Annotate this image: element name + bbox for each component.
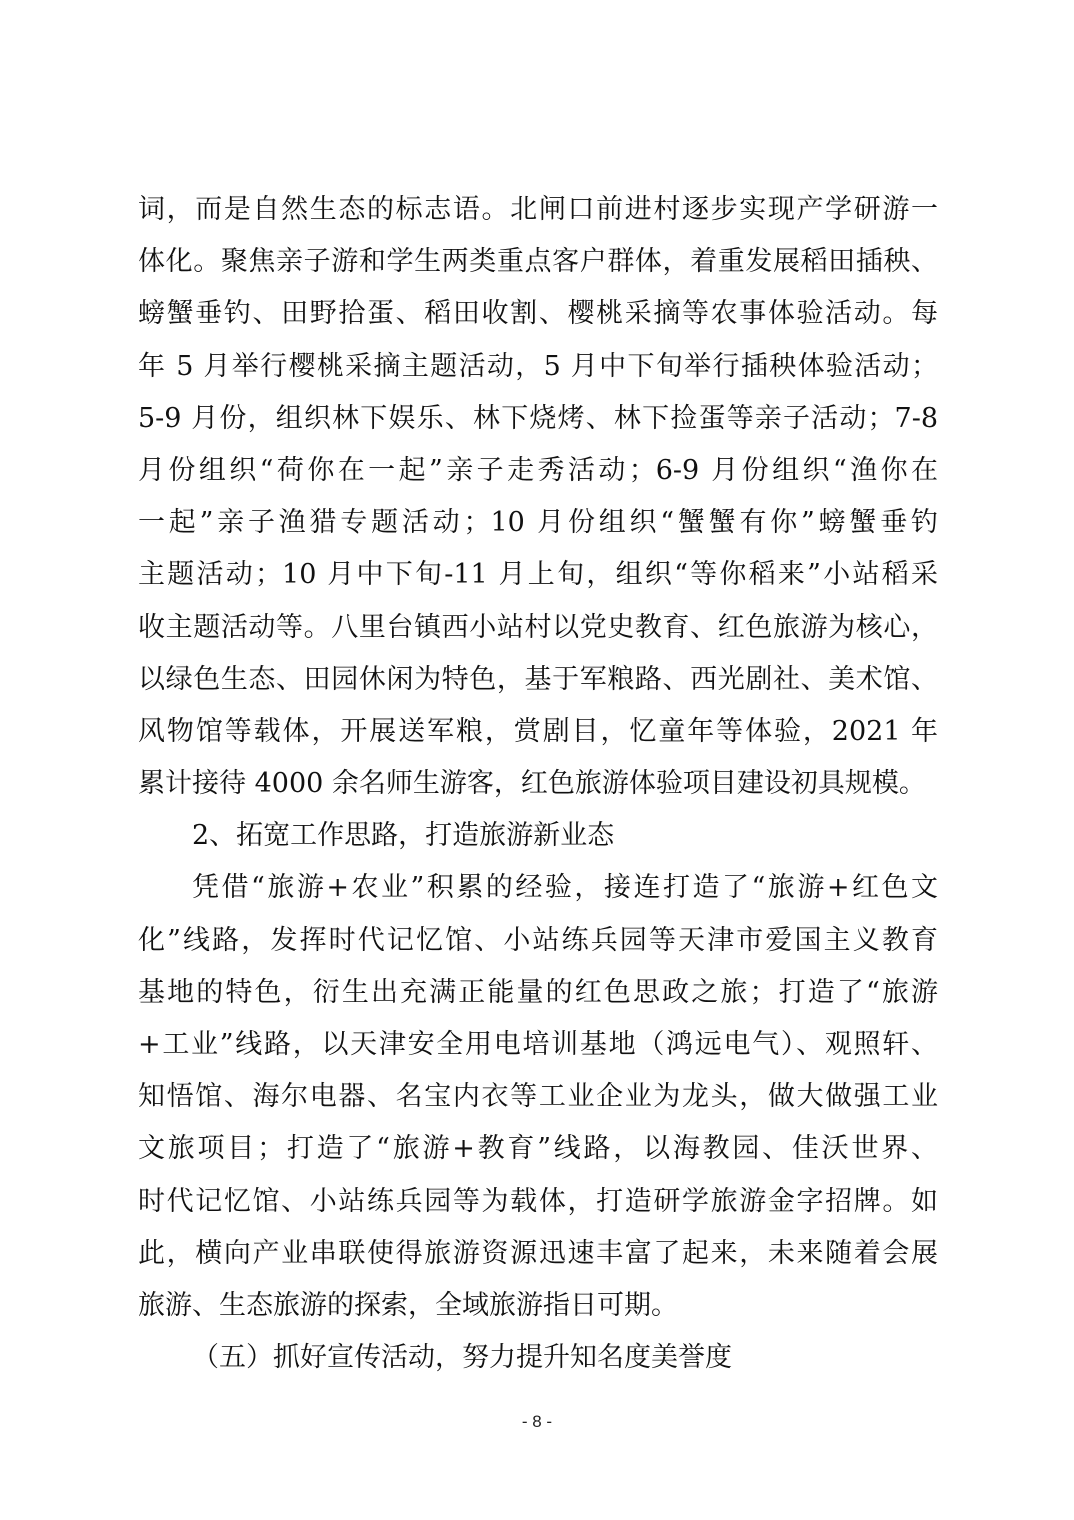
text-line: 2、拓宽工作思路，打造旅游新业态 (192, 820, 615, 852)
text-line: 此，横向产业串联使得旅游资源迅速丰富了起来，未来随着会展 (138, 1237, 938, 1269)
text-line: 累计接待 4000 余名师生游客，红色旅游体验项目建设初具规模。 (138, 768, 926, 800)
text-line: 一起”亲子渔猎专题活动；10 月份组织“蟹蟹有你”螃蟹垂钓 (138, 507, 938, 539)
text-line: 收主题活动等。八里台镇西小站村以党史教育、红色旅游为核心， (138, 611, 938, 643)
text-line: 基地的特色，衍生出充满正能量的红色思政之旅；打造了“旅游 (138, 976, 938, 1008)
text-line: 月份组织“荷你在一起”亲子走秀活动；6-9 月份组织“渔你在 (138, 454, 938, 486)
body-text (138, 184, 938, 1384)
section-heading (138, 810, 938, 862)
section-heading (138, 1332, 938, 1384)
text-line: 化”线路，发挥时代记忆馆、小站练兵园等天津市爱国主义教育 (138, 924, 938, 956)
text-line: 知悟馆、海尔电器、名宝内衣等工业企业为龙头，做大做强工业 (138, 1081, 938, 1113)
text-line: 词，而是自然生态的标志语。北闸口前进村逐步实现产学研游一 (138, 194, 938, 225)
text-line: 以绿色生态、田园休闲为特色，基于军粮路、西光剧社、美术馆、 (138, 663, 938, 695)
text-line: 螃蟹垂钓、田野拾蛋、稻田收割、樱桃采摘等农事体验活动。每 (138, 298, 938, 330)
text-line: +工业”线路，以天津安全用电培训基地（鸿远电气）、观照轩、 (138, 1029, 938, 1060)
text-line: （五）抓好宣传活动，努力提升知名度美誉度 (192, 1342, 732, 1374)
text-line: 风物馆等载体，开展送军粮，赏剧目，忆童年等体验，2021 年 (138, 715, 938, 747)
text-line: 年 5 月举行樱桃采摘主题活动，5 月中下旬举行插秧体验活动； (138, 350, 938, 382)
text-line: 时代记忆馆、小站练兵园等为载体，打造研学旅游金字招牌。如 (138, 1185, 938, 1217)
text-line: 凭借“旅游+农业”积累的经验，接连打造了“旅游+红色文 (192, 872, 938, 904)
paragraph (138, 862, 938, 1332)
page-number: - 8 - (521, 1412, 553, 1431)
text-line: 体化。聚焦亲子游和学生两类重点客户群体，着重发展稻田插秧、 (138, 246, 938, 278)
text-line: 文旅项目；打造了“旅游+教育”线路，以海教园、佳沃世界、 (138, 1133, 938, 1165)
paragraph (138, 184, 938, 810)
text-line: 5-9 月份，组织林下娱乐、林下烧烤、林下捡蛋等亲子活动；7-8 (138, 402, 938, 434)
text-line: 主题活动；10 月中下旬-11 月上旬，组织“等你稻来”小站稻采 (138, 559, 938, 591)
text-line: 旅游、生态旅游的探索，全域旅游指日可期。 (138, 1289, 678, 1321)
